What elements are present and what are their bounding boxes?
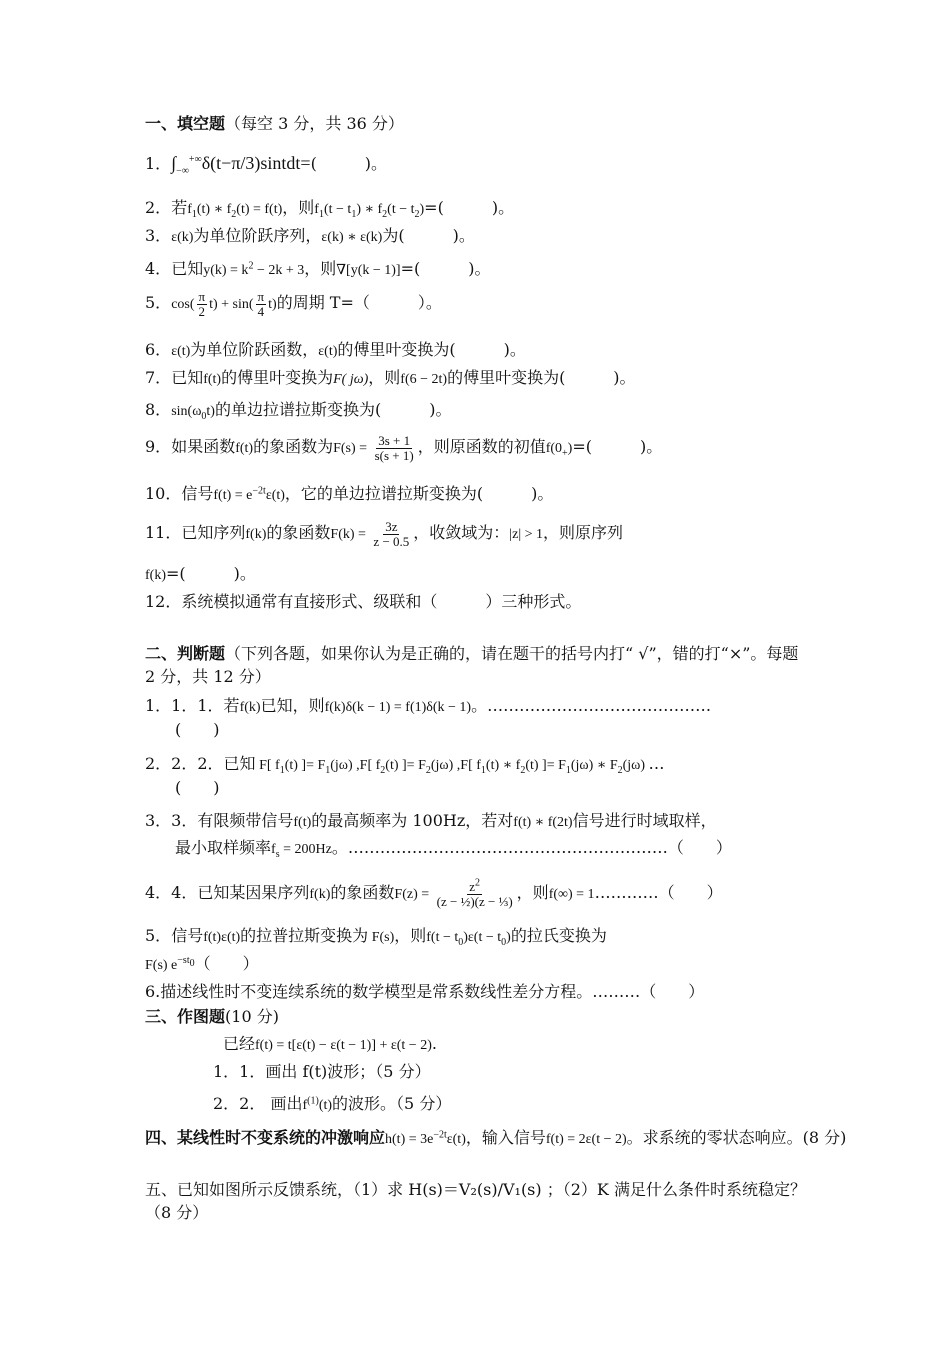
item-tail: … bbox=[648, 754, 665, 773]
section-3-title bbox=[145, 1005, 279, 1028]
item-text: 若 bbox=[171, 198, 188, 217]
item-tail: 的傅里叶变换为( )。 bbox=[447, 368, 636, 387]
item-text: ，则原序列 bbox=[543, 523, 624, 543]
formula: $f(0_+)$ bbox=[545, 441, 573, 459]
item-text: ，则 bbox=[304, 259, 337, 278]
draw-given: 已经f(t) = t[ε(t) − ε(t − 1)] + ε(t − 2). bbox=[223, 1034, 437, 1053]
formula: $h(t) = 3e^{-2t}\varepsilon(t)$ bbox=[385, 1129, 466, 1147]
section-note: (10 分) bbox=[225, 1007, 279, 1026]
item-tail: …………（ ） bbox=[594, 883, 723, 903]
fill-item-12 bbox=[145, 590, 581, 613]
item-tail: 为( )。 bbox=[382, 226, 475, 245]
item-text: 如果函数 bbox=[171, 437, 236, 457]
formula: $f(t - t_0)\varepsilon(t - t_0)$ bbox=[426, 930, 511, 948]
formula: f(6 − 2t) bbox=[400, 372, 448, 387]
item-text: 信号进行时域取样， bbox=[572, 811, 717, 830]
formula: $\sin(\omega_0t)$ bbox=[171, 404, 215, 422]
section-title-text: 四、某线性时不变系统的冲激响应 bbox=[145, 1128, 386, 1147]
item-text: 为单位阶跃函数， bbox=[190, 340, 319, 359]
item-tail: ( )。 bbox=[310, 154, 388, 173]
item-text: 已知 bbox=[171, 259, 204, 278]
section-2-title bbox=[145, 642, 810, 688]
judge-item-3 bbox=[145, 809, 717, 833]
item-number: 2． bbox=[145, 198, 172, 217]
answer-paren: ( ) bbox=[175, 778, 220, 797]
formula: $f(t) = e^{-2t}\varepsilon(t)$ bbox=[213, 485, 285, 503]
formula: F(s) = $\frac{3s + 1}{s(s + 1)}$ bbox=[333, 433, 414, 464]
judge-item-5-cont bbox=[145, 952, 259, 976]
item-text: 的象函数 bbox=[266, 523, 331, 543]
item-text: 系统模拟通常有直接形式、级联和（ ）三种形式。 bbox=[181, 592, 582, 611]
section-note: （每空 3 分，共 36 分） bbox=[225, 114, 404, 133]
item-text: ，则原函数的初值 bbox=[417, 437, 546, 457]
formula: F(z) = $\frac{z^2}{\text{(z − ½)(z − ⅓)}}$ bbox=[394, 877, 513, 910]
item-text: 的拉普拉斯变换为 bbox=[240, 926, 369, 945]
formula: f(t) = 2ε(t − 2) bbox=[545, 1132, 627, 1147]
item-number: 3． bbox=[145, 226, 172, 245]
formula: f(k)δ(k − 1) = f(1)δ(k − 1) bbox=[324, 700, 472, 715]
judge-item-5 bbox=[145, 924, 607, 948]
item-text: 已知，则 bbox=[260, 696, 325, 715]
draw-item-2 bbox=[213, 1092, 451, 1116]
item-text: 的象函数 bbox=[330, 883, 395, 903]
fill-item-5 bbox=[145, 290, 442, 320]
fill-item-1 bbox=[145, 150, 387, 176]
item-text: 。求系统的零状态响应。(8 分) bbox=[626, 1128, 847, 1147]
item-number: 4． bbox=[145, 259, 172, 278]
formula: f(k) bbox=[245, 527, 267, 543]
item-text: 最小取样频率 bbox=[175, 838, 272, 857]
fill-item-7 bbox=[145, 366, 636, 390]
section-title-text: 五、已知如图所示反馈系统，（1）求 H(s)＝V₂(s)/V₁(s) ；（2）K 满足什么条件时系统稳定？（8 分） bbox=[145, 1180, 806, 1223]
section-title-text: 三、作图题 bbox=[145, 1007, 226, 1026]
item-tail: =( )。 bbox=[400, 259, 491, 278]
formula: F[ $f_1(t)$ ]= $F_1(j\omega)$ ,F[ $f_2(t)$ ]= $F_2(j\omega)$ ,F[ $f_1(t)$ ∗ $f_2(t)$ ]= $F_1(j\omega)$ ∗ $F_2(j\omega)$ bbox=[255, 758, 649, 776]
formula: $\int_{-\infty}^{+\infty}\delta(t-\pi/3)sintdt=$ bbox=[171, 153, 311, 177]
section-5 bbox=[145, 1178, 810, 1224]
item-number: 2．2．2． bbox=[145, 754, 224, 773]
item-tail: 的周期 T=（ ）。 bbox=[276, 293, 442, 313]
item-text: 的象函数为 bbox=[253, 437, 334, 457]
item-text: ，则 bbox=[394, 926, 427, 945]
fill-item-6 bbox=[145, 338, 526, 362]
item-text: 的波形。（5 分） bbox=[332, 1094, 452, 1113]
section-1-title bbox=[145, 112, 404, 135]
formula: f(t) = t[ε(t) − ε(t − 1)] + ε(t − 2) bbox=[255, 1038, 432, 1053]
formula: f(k) bbox=[239, 700, 261, 715]
section-title-text: 二、判断题 bbox=[145, 644, 226, 663]
judge-item-1-paren bbox=[145, 718, 220, 741]
formula: ε(t) bbox=[171, 344, 191, 359]
item-text: 信号 bbox=[181, 484, 214, 503]
formula: f(t) bbox=[203, 372, 222, 387]
item-number: 1．1．1． bbox=[145, 696, 224, 715]
formula: $f_s = 200Hz$ bbox=[271, 842, 332, 860]
fill-item-11-cont bbox=[145, 562, 256, 586]
formula: $f_1(t)$ ∗ $f_2(t) = f(t)$ bbox=[187, 202, 283, 220]
formula: f(t) ∗ f(2t) bbox=[513, 815, 573, 830]
item-number: 5． bbox=[145, 926, 172, 945]
formula: $f^{(1)}(t)$ bbox=[302, 1095, 333, 1113]
item-text: 描述线性时不变连续系统的数学模型是常系数线性差分方程。………（ ） bbox=[160, 982, 705, 1001]
item-tail: 的傅里叶变换为( )。 bbox=[337, 340, 526, 359]
formula: F( jω) bbox=[333, 372, 369, 387]
item-text: 若 bbox=[223, 696, 240, 715]
item-number: 9． bbox=[145, 437, 172, 457]
item-tail: 的单边拉谱拉斯变换为( )。 bbox=[214, 400, 452, 419]
item-tail: =( )。 bbox=[166, 564, 256, 583]
item-text: 的拉氏变换为 bbox=[510, 926, 607, 945]
judge-item-4 bbox=[145, 877, 723, 910]
formula: ε(k) bbox=[171, 230, 194, 245]
fill-item-11 bbox=[145, 520, 623, 550]
section-4 bbox=[145, 1126, 846, 1150]
answer-paren: ( ) bbox=[175, 720, 220, 739]
formula: $f_1(t - t_1)$ ∗ $f_2(t - t_2)$ bbox=[314, 202, 425, 220]
item-text: 为单位阶跃序列， bbox=[193, 226, 322, 245]
item-number: 2．2． bbox=[213, 1094, 266, 1113]
section-note: （下列各题，如果你认为是正确的，请在题干的括号内打“ √”，错的打“×”。每题 2 分，共 12 分） bbox=[145, 644, 799, 687]
item-text: ，则 bbox=[516, 883, 549, 903]
fill-item-3 bbox=[145, 224, 475, 248]
item-tail: 。…………………………………… bbox=[471, 696, 712, 715]
formula: ε(t) bbox=[318, 344, 338, 359]
item-tail: =( )。 bbox=[424, 198, 515, 217]
fill-item-9 bbox=[145, 434, 662, 464]
formula: $y(k) = k^2 - 2k + 3$ bbox=[203, 260, 305, 278]
item-number: 3．3． bbox=[145, 811, 198, 830]
formula: |z| > 1 bbox=[509, 527, 544, 543]
item-text: ，则 bbox=[282, 198, 315, 217]
item-text: 画出 bbox=[270, 1094, 303, 1113]
fill-item-2 bbox=[145, 196, 514, 220]
item-tail: （ ） bbox=[194, 954, 259, 973]
item-text: 已知 bbox=[223, 754, 256, 773]
fill-item-8 bbox=[145, 398, 451, 422]
formula: f(k) bbox=[309, 887, 331, 903]
item-number: 7． bbox=[145, 368, 172, 387]
formula: F(s) bbox=[368, 930, 395, 945]
fill-item-10 bbox=[145, 482, 553, 506]
judge-item-6 bbox=[145, 980, 704, 1003]
item-text: 的傅里叶变换为 bbox=[221, 368, 334, 387]
item-tail: ，它的单边拉谱拉斯变换为( )。 bbox=[284, 484, 554, 503]
item-number: 4．4． bbox=[145, 883, 198, 903]
formula: ∇[y(k − 1)] bbox=[336, 263, 401, 278]
item-text: 信号 bbox=[171, 926, 204, 945]
item-number: 1． bbox=[145, 154, 172, 173]
item-number: 11． bbox=[145, 523, 182, 543]
item-text: 有限频带信号 bbox=[197, 811, 294, 830]
item-tail: =( )。 bbox=[572, 437, 663, 457]
formula: cos( $\frac{\pi}{2}$ t) + sin( $\frac{\pi}{4}$ t) bbox=[171, 289, 277, 320]
formula: F(k) = $\frac{3z}{z - 0.5}$ bbox=[330, 519, 410, 550]
item-number: 5． bbox=[145, 293, 172, 313]
item-text: 已经 bbox=[223, 1034, 256, 1053]
judge-item-2 bbox=[145, 752, 665, 776]
item-number: 8． bbox=[145, 400, 172, 419]
item-number: 1．1． bbox=[213, 1062, 266, 1081]
item-text: 的最高频率为 100Hz，若对 bbox=[311, 811, 514, 830]
formula: ε(k) ∗ ε(k) bbox=[321, 230, 383, 245]
item-text: 画出 f(t)波形；（5 分） bbox=[265, 1062, 431, 1081]
formula: f(∞) = 1 bbox=[548, 887, 595, 903]
item-text: 已知某因果序列 bbox=[197, 883, 310, 903]
formula: f(t)ε(t) bbox=[203, 930, 241, 945]
item-text: ，收敛域为： bbox=[413, 523, 510, 543]
item-text: 已知序列 bbox=[181, 523, 246, 543]
item-tail: 。……………………………………………………（ ） bbox=[331, 838, 732, 857]
item-number: 10． bbox=[145, 484, 182, 503]
fill-item-4 bbox=[145, 257, 490, 281]
item-text: ，输入信号 bbox=[465, 1128, 546, 1147]
item-number: 6. bbox=[145, 982, 161, 1001]
formula: F(s) $e^{-st_0}$ bbox=[145, 955, 195, 973]
item-number: 12． bbox=[145, 592, 182, 611]
formula: f(t) bbox=[235, 441, 254, 457]
judge-item-1 bbox=[145, 694, 711, 718]
draw-item-1 bbox=[213, 1060, 431, 1083]
section-title-text: 一、填空题 bbox=[145, 114, 226, 133]
judge-item-2-paren bbox=[145, 776, 220, 799]
judge-item-3-cont bbox=[145, 836, 732, 860]
item-text: 已知 bbox=[171, 368, 204, 387]
formula: f(k) bbox=[145, 568, 166, 583]
formula: f(t) bbox=[293, 815, 312, 830]
item-number: 6． bbox=[145, 340, 172, 359]
item-text: ，则 bbox=[368, 368, 401, 387]
